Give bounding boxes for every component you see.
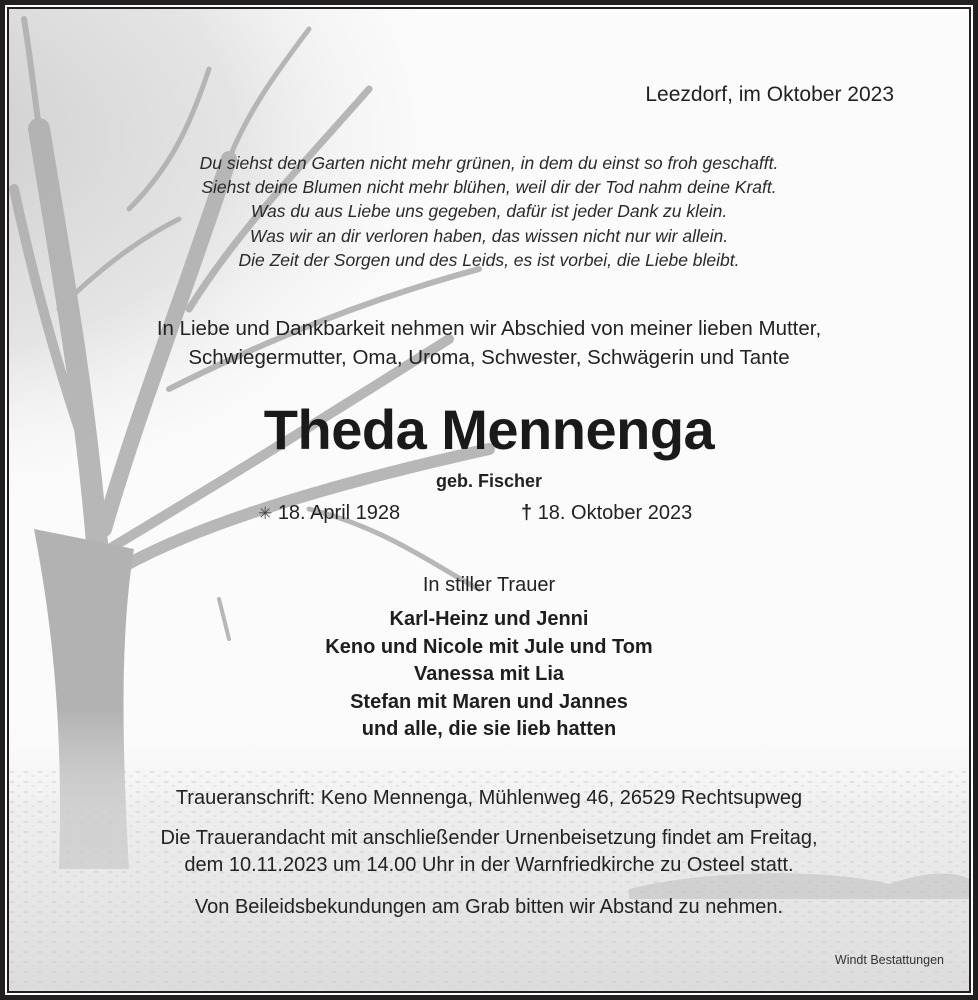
poem-line: Du siehst den Garten nicht mehr grünen, in dem du einst so froh geschafft. xyxy=(199,153,779,173)
birth-star-icon: ✳ xyxy=(258,504,273,524)
death-date-line xyxy=(521,502,692,525)
mourner-list xyxy=(9,606,969,744)
birth-date: 18. April 1928 xyxy=(277,502,401,524)
mourner-entry: Keno und Nicole mit Jule und Tom xyxy=(325,635,653,658)
service-line: Die Trauerandacht mit anschließender Urnenbeisetzung findet am Freitag, xyxy=(160,827,818,849)
deceased-name: Theda Mennenga xyxy=(263,398,715,461)
mourner-entry: und alle, die sie lieb hatten xyxy=(361,718,617,740)
condolence-note: Von Beileidsbekundungen am Grab bitten wir Abstand zu nehmen. xyxy=(194,896,784,918)
death-date: 18. Oktober 2023 xyxy=(537,502,693,524)
inner-border xyxy=(7,7,971,993)
place-date: Leezdorf, im Oktober 2023 xyxy=(645,83,894,106)
poem xyxy=(9,151,969,272)
death-cross-icon: † xyxy=(521,502,533,524)
maiden-name: geb. Fischer xyxy=(435,471,543,491)
poem-line: Siehst deine Blumen nicht mehr blühen, weil dir der Tod nahm deine Kraft. xyxy=(201,177,777,198)
mourner-entry: Stefan mit Maren und Jannes xyxy=(350,690,628,713)
intro-line: In Liebe und Dankbarkeit nehmen wir Abschied von meiner lieben Mutter, xyxy=(156,317,822,340)
service-info xyxy=(9,825,969,879)
poem-line: Was du aus Liebe uns gegeben, dafür ist jeder Dank zu klein. xyxy=(250,201,728,222)
farewell-intro xyxy=(9,315,969,372)
mourning-address: Traueranschrift: Keno Mennenga, Mühlenweg 46, 26529 Rechtsupweg xyxy=(175,787,803,809)
mourner-entry: Vanessa mit Lia xyxy=(413,663,565,685)
birth-date-line xyxy=(258,502,400,525)
service-line: dem 10.11.2023 um 14.00 Uhr in der Warnfriedkirche zu Osteel statt. xyxy=(184,854,794,876)
poem-line: Was wir an dir verloren haben, das wissen nicht nur wir allein. xyxy=(249,225,729,246)
mourner-entry: Karl-Heinz und Jenni xyxy=(389,608,589,630)
obituary-panel xyxy=(9,9,969,991)
undertaker-credit: Windt Bestattungen xyxy=(834,953,944,967)
mourning-heading: In stiller Trauer xyxy=(422,574,556,596)
obituary-content xyxy=(9,9,969,991)
poem-line: Die Zeit der Sorgen und des Leids, es ist vorbei, die Liebe bleibt. xyxy=(238,249,740,270)
border-gap xyxy=(5,5,973,995)
intro-line: Schwiegermutter, Oma, Uroma, Schwester, Schwägerin und Tante xyxy=(188,345,790,369)
